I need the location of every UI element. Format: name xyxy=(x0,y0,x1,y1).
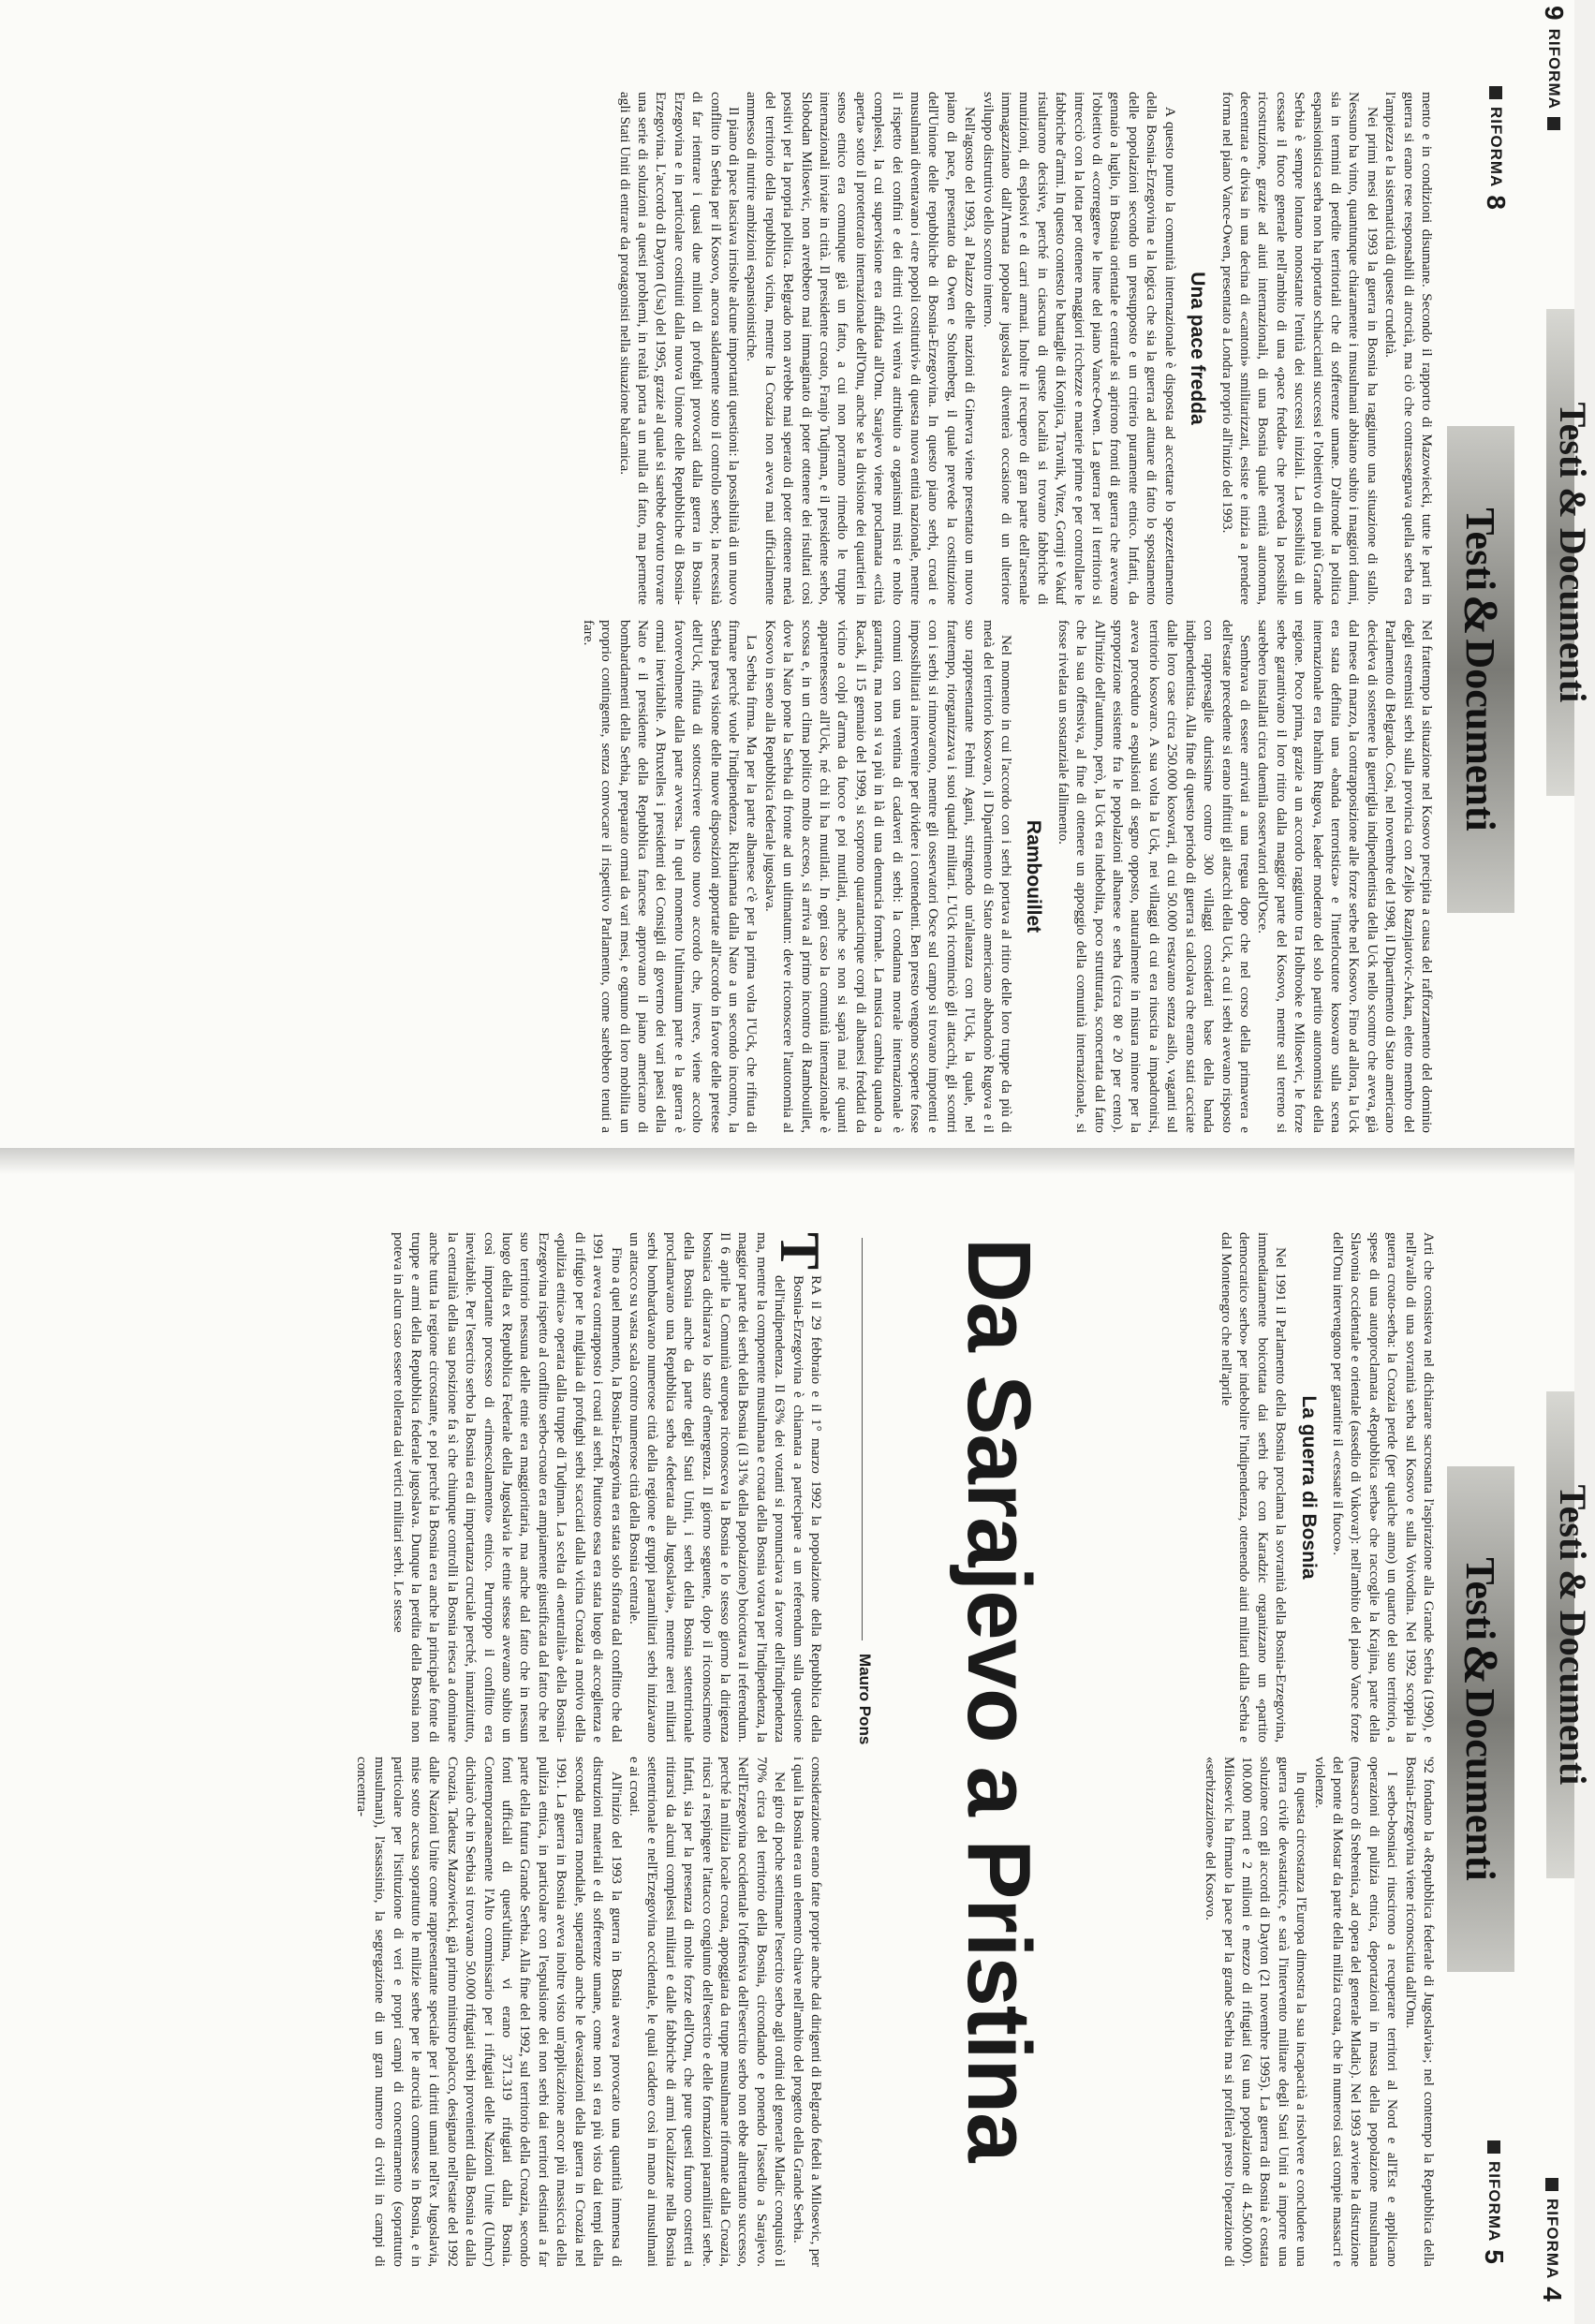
author-byline: Mauro Pons xyxy=(856,1654,874,1745)
article-column-2 xyxy=(31,620,1436,1133)
lead-text: RA il 29 febbraio e il 1° marzo 1992 la popolazione della Repubblica della Bosnia-Erzegovina è chiamata a partecipare a un referendum sulla questione dell'indipendenza. Il 63% dei votanti si pronunciava a favore dell'indipendenza ma, mentre la componente musulmana e croata della Bosnia votava per l'indipendenza, la maggior parte dei serbi della Bosnia (il 31% della popolazione) boicottava il referendum. Il 6 aprile la Comunità europea riconosceva la Bosnia e lo stesso giorno la dirigenza bosniaca dichiarava lo stato d'emergenza. Il giorno seguente, dopo il riconoscimento della Bosnia anche da parte degli Stati Uniti, i serbi della Bosnia settentrionale proclamavano una Repubblica serba «federata alla Jugoslavia», mentre aerei militari serbi bombardavano numerose città della regione e gruppi paramilitari serbi iniziavano un attacco su vasta scala contro numerose città della Bosnia centrale. xyxy=(626,1232,824,1743)
prev-banner-amp: & xyxy=(1552,487,1594,519)
drop-cap: T xyxy=(769,1232,831,1271)
prev-banner-word1: Testi xyxy=(1552,1484,1594,1561)
previous-banner-strip xyxy=(1546,309,1594,796)
paragraph: Arti che consisteva nel dichiarare sacrosanta l'aspirazione alla Grande Serbia (1990), e nell'avallo di una sovranità serba sul Kosovo e sulla Voivodina. Nel 1992 scoppia la guerra croato-serba: la Croazia perde (per qualche anno) un quarto del suo territorio, a spese di una autoproclamata «Repubblica serba» che raccoglie la Krajina, parte della Slavonia occidentale e orientale (assedio di Vukovar): nell'ambito del piano Vance forze dell'Onu intervengono per garantire il «cessate il fuoco». xyxy=(1329,1232,1437,1743)
article-column-1 xyxy=(20,1232,831,1743)
prev-banner-amp: & xyxy=(1552,1569,1594,1601)
folio-title: RIFORMA xyxy=(1487,107,1505,188)
paragraph: In questa circostanza l'Europa dimostra la sua incapacità a risolvere e concludere una guerra civile devastatrice, e sarà l'intervento militare degli Stati Uniti a imporre una soluzione con gli accordi di Dayton (21 novembre 1995). La guerra di Bosnia è costata 100.000 morti e 2 milioni e mezzo di rifugiati (su una popolazione di 4.500.000). Milosevic ha firmato la pace per la grande Serbia ma si profilerà presto l'operazione di «serbizzazione» del Kosovo. xyxy=(1203,1757,1310,2267)
paragraph: La Serbia firma. Ma per la parte albanese c'è per la prima volta l'Uck, che rifiuta di firmare perché vuole l'indipendenza. Richiamata dalla Nato a un secondo incontro, la Serbia presa visione delle nuove disposizioni apportate all'accordo in favore delle pretese dell'Uck, rifiuta di sottoscrivere questo nuovo accordo che, invece, viene accolto favorevolmente dalla parte avversa. In quel momento l'ultimatum parte e la guerra è ormai inevitabile. A Bruxelles i presidenti dei Consigli di governo dei vari paesi della Nato e il presidente della Repubblica francese approvano il piano americano di bombardamenti della Serbia, preparato ormai da vari mesi, e ognuno di loro mobilita un proprio contingente, senza convocare il rispettivo Parlamento, come sarebbero tenuti a fare. xyxy=(580,620,761,1133)
paragraph: Nei primi mesi del 1993 la guerra in Bosnia ha raggiunto una situazione di stallo. Nessuno ha vinto, quantunque chiaramente i musulmani abbiano subito i maggiori danni, sia in termini di perdite territoriali che di sofferenze umane. D'altronde la politica espansionistica serba non ha riportato schiaccianti successi e l'obiettivo di una più Grande Serbia è sempre lontano nonostante l'entità dei successi iniziali. La possibilità di un cessate il fuoco generale nell'ambito di una «pace fredda» che preveda la possibile ricostruzione, grazie ad aiuti internazionali, di una Bosnia quale entità autonoma, decentrata e divisa in una decina di «cantoni» smilitarizzati, esiste e inizia a prendere forma nel piano Vance-Owen, presentato a Londra proprio all'inizio del 1993. xyxy=(1218,92,1381,605)
paragraph: Nel 1991 il Parlamento della Bosnia proclama la sovranità della Bosnia-Erzegovina, immediatamente boicottata dai serbi che con Karadzic organizzano un «partito democratico serbo» per indebolire l'indipendenza, ottenendo aiuti militari dalla Serbia e dal Montenegro che nell'aprile xyxy=(1218,1232,1290,1743)
paragraph: All'inizio del 1993 la guerra in Bosnia aveva provocato una quantità immensa di distruzioni materiali e di sofferenze umane, come non si era più visto dai tempi della seconda guerra mondiale, superando anche le devastazioni della guerra in Croazia nel 1991. La guerra in Bosnia aveva inoltre visto un'applicazione ancor più massiccia della pulizia etnica, in particolare con l'espulsione dei non serbi dai territori destinati a far parte della futura Grande Serbia. Alla fine del 1992, sul territorio della Croazia, secondo fonti ufficiali di quest'ultima, vi erano 371.319 rifugiati dalla Bosnia. Contemporaneamente l'Alto commissario per i rifugiati delle Nazioni Unite (Unhcr) dichiarò che in Serbia si trovavano 50.000 rifugiati serbi provenienti dalla Bosnia e dalla Croazia. Tadeusz Mazowiecki, già primo ministro polacco, designato nell'estate del 1992 dalle Nazioni Unite come rappresentante speciale per i diritti umani nell'ex Jugoslavia, mise sotto accusa soprattutto le milizie serbe per le atrocità commesse in Bosnia, e in particolare per l'istituzione di veri e propri campi di concentramento (soprattutto musulmani), l'assassinio, la segregazione di un gran numero di civili in campi di concentra- xyxy=(353,1757,625,2267)
folio-square-icon xyxy=(1547,117,1560,130)
folio-square-icon xyxy=(1545,2178,1558,2191)
prev-banner-word2: Documenti xyxy=(1552,1610,1594,1786)
previous-folio xyxy=(1539,6,1569,130)
paragraph: Nel frattempo la situazione nel Kosovo precipita a causa del rafforzamento del dominio degli estremisti serbi sulla provincia con Zeljko Raznjatovic-Arkan, eletto membro del Parlamento di Belgrado. Così, nel novembre del 1998, il Dipartimento di Stato americano decideva di sostenere la guerriglia indipendentista della Uck nello scontro che aveva, già dal mese di marzo, la contrapposizione alle forze serbe nel Kosovo. Fino ad allora, la Uck era stata definita una «banda terroristica» e l'interlocutore kosovaro sulla scena internazionale era Ibrahim Rugova, leader moderato del solo partito autonomista della regione. Poco prima, grazie a un accordo raggiunto tra Holbrooke e Milosevic, le forze serbe garantivano il loro ritiro dalla maggior parte del Kosovo, mentre sul terreno si sarebbero installati circa duemila osservatori dell'Osce. xyxy=(1255,620,1435,1133)
banner-word1: Testi xyxy=(1457,1557,1504,1641)
section-heading: Una pace fredda xyxy=(1187,272,1209,425)
paragraph: I serbo-bosniaci riuscirono a recuperare territori al Nord e all'Est e applicano operazioni di pulizia etnica, deportazioni in massa della popolazione musulmana (massacro di Srebrenica, ad opera del generale Mladic). Nel 1993 avviene la distruzione del ponte di Mostar da parte della milizia croata, che in numerosi casi compie massacri e violenze. xyxy=(1311,1757,1401,2267)
paragraph: Nel momento in cui l'accordo con i serbi portava al ritiro delle loro truppe da più di metà del territorio kosovaro, il Dipartimento di Stato americano abbandonò Rugova e il suo rappresentante Fehmi Agani, stringendo un'alleanza con l'Uck, la quale, nel frattempo, riorganizzava i suoi quadri militari. L'Uck ricominciò gli attacchi, gli scontri con i serbi si rinnovarono, mentre gli osservatori Osce sul campo si trovano impotenti e impossibilitati a intervenire per dividere i contendenti. Ben presto vengono scoperte fosse comuni con una ventina di cadaveri di serbi: la condanna morale internazionale è garantita, ma non si va più in là di una denuncia formale. La musica cambia quando a Racak, il 15 gennaio del 1999, si scoprono quarantacinque corpi di albanesi freddati da vicino a colpi d'arma da fuoco e poi mutilati, anche se non si saprà mai né quanti appartenessero all'Uck, né chi li ha mutilati. In ogni caso la comunità internazionale è scossa e, in un clima politico molto acceso, si arriva al primo incontro di Rambouillet, dove la Nato pone la Serbia di fronte ad un ultimatum: deve riconoscere l'autonomia al Kosovo in seno alla Repubblica federale jugoslava. xyxy=(761,620,1015,1133)
paragraph: mento e in condizioni disumane. Secondo il rapporto di Mazowiecki, tutte le parti in guerra si erano rese responsabili di atrocità, ma ciò che contrassegnava quella serba era l'ampiezza e la sistematicità di queste crudeltà. xyxy=(1382,92,1435,605)
banner-ampersand: & xyxy=(1454,595,1508,636)
banner-ampersand: & xyxy=(1454,1644,1508,1685)
headline: Da Sarajevo a Pristina xyxy=(949,1238,1049,2162)
paragraph: Nell'agosto del 1993, al Palazzo delle nazioni di Ginevra viene presentato un nuovo piano di pace, presentato da Owen e Stoltenberg, il quale prevede la costituzione dell'Unione delle repubbliche di Bosnia-Erzegovina. In questo piano serbi, croati e musulmani diventavano i «tre popoli costitutivi» di questa nuova entità nazionale, mentre il rispetto dei confini e dei diritti civili veniva attribuito a organismi misti e molto complessi, la cui supervisione era affidata all'Onu. Sarajevo viene proclamata «città aperta» sotto il protettorato internazionale dell'Onu, anche se la divisione dei quartieri in senso etnico era comunque già un fatto, a cui non porranno rimedio le truppe internazionali inviate in città. Il presidente croato, Franjo Tudjman, e il presidente serbo, Slobodan Milosevic, non avrebbero mai immaginato di poter ottenere dei risultati così positivi per la propria politica. Belgrado non avrebbe mai sperato di poter ottenere metà del territorio della repubblica vicina, mentre la Croazia non aveva mai ufficialmente ammesso di nutrire ambizioni espansionistiche. xyxy=(744,92,979,605)
prev-banner-word1: Testi xyxy=(1552,402,1594,478)
paragraph: considerazione erano fatte proprie anche dai dirigenti di Belgrado fedeli a Milosevic, per i quali la Bosnia era un elemento chiave nell'ambito del progetto della Grande Serbia. xyxy=(790,1757,824,2267)
section-heading: La guerra di Bosnia xyxy=(1297,1395,1320,1580)
page-folio xyxy=(1479,2140,1509,2265)
folio-number: 5 xyxy=(1480,2249,1509,2265)
section-banner xyxy=(1447,1466,1514,1972)
rule xyxy=(862,1238,863,1640)
previous-banner-strip xyxy=(1546,1391,1594,1878)
intro-column-1 xyxy=(1082,1232,1438,1743)
banner-word2: Documenti xyxy=(1457,639,1504,831)
page-8 xyxy=(0,0,1594,1149)
prev-folio-number: 9 xyxy=(1540,6,1569,22)
section-banner xyxy=(1447,426,1514,913)
prev-folio-title: RIFORMA xyxy=(1543,2199,1561,2280)
article-column-2 xyxy=(20,1757,825,2267)
banner-word2: Documenti xyxy=(1457,1688,1504,1881)
prev-banner-word2: Documenti xyxy=(1552,527,1594,703)
prev-folio-title: RIFORMA xyxy=(1545,28,1563,110)
previous-folio xyxy=(1537,2178,1567,2302)
page-5 xyxy=(0,1148,1594,2324)
folio-square-icon xyxy=(1489,86,1502,99)
folio-number: 8 xyxy=(1482,195,1511,211)
section-heading: Rambouillet xyxy=(1023,819,1045,934)
page-folio xyxy=(1481,86,1511,211)
paragraph: '92 fondano la «Repubblica federale di Jugoslavia»; nel contempo la Repubblica della Bosnia-Erzegovina viene riconosciuta dall'Onu. xyxy=(1402,1757,1437,2267)
paragraph: Fino a quel momento, la Bosnia-Erzegovina era stata solo sfiorata dal conflitto che dal 1991 aveva contrapposto i croati ai serbi. Piuttosto essa era stata luogo di accoglienza e di rifugio per le migliaia di profughi serbi scacciati dalla vicina Croazia a motivo della «pulizia etnica» operata dalla truppe di Tudjman. La scelta di «neutralità» della Bosnia-Erzegovina rispetto al conflitto serbo-croato era ampiamente giustificata dal fatto che nel suo territorio nessuna delle etnie era maggioritaria, ma anche dal fatto che in nessun luogo della ex Repubblica Federale della Jugoslavia le etnie stesse avevano subito un così importante processo di «rimescolamento» etnico. Purtroppo il conflitto era inevitabile. Per l'esercito serbo la Bosnia era di importanza cruciale perché, innanzitutto, la centralità della sua posizione fa sì che chiunque controlli la Bosnia riesca a dominare anche tutta la regione circostante, e poi perché la Bosnia era anche la principale fonte di truppe e armi della Repubblica federale jugoslava. Dunque la perdita della Bosnia non poteva in alcun caso essere tollerata dai vertici militari serbi. Le stesse xyxy=(390,1232,625,1743)
paragraph: Sembrava di essere arrivati a una tregua dopo che nel corso della primavera e dell'estate precedente si erano infittiti gli attacchi della Uck, a cui i serbi avevano risposto con rappresaglie durissime contro 300 villaggi considerati base della banda indipendentista. Alla fine di questo periodo di guerra si calcolava che erano stati cacciate dalle loro case circa 250.000 kosovari, di cui 50.000 restavano senza asilo, vaganti sul territorio kosovaro. A sua volta la Uck, nei villaggi di cui era riuscita a impadronirsi, aveva proceduto a espulsioni di segno opposto, naturalmente in misura minore per la sproporzione esistente fra le popolazioni albanese e serba (circa 80 e 20 per cento). All'inizio dell'autunno, però, la Uck era indebolita, poco strutturata, sconcertata dal fatto che la sua offensiva, al fine di ottenere un appoggio della comunità internazionale, si fosse rivelata un sostanziale fallimento. xyxy=(1055,620,1253,1133)
folio-title: RIFORMA xyxy=(1485,2161,1503,2243)
folio-square-icon xyxy=(1487,2140,1500,2154)
article-column-1 xyxy=(31,92,1436,605)
banner-word1: Testi xyxy=(1457,507,1504,592)
paragraph: Il piano di pace lasciava irrisolte alcune importanti questioni: la possibilità di un nuovo conflitto in Serbia per il Kosovo, ancora saldamente sotto il controllo serbo; la necessità di far rientrare i quasi due milioni di profughi provocati dalla guerra in Bosnia-Erzegovina e in particolare costituiti dalla nuova Unione delle Repubbliche di Bosnia-Erzegovina. L'accordo di Dayton (Usa) del 1995, grazie al quale si sarebbe dovuto trovare una serie di soluzioni a questi problemi, in realtà porta a un nulla di fatto, ma permette agli Stati Uniti di entrare da protagonisti nella situazione balcanica. xyxy=(616,92,742,606)
intro-column-2 xyxy=(1082,1757,1438,2267)
prev-folio-number: 4 xyxy=(1538,2287,1567,2302)
paragraph: Nel giro di poche settimane l'esercito serbo agli ordini del generale Mladic conquistò il 70% circa del territorio della Bosnia, circondando e ponendo l'assedio a Sarajevo. Nell'Erzegovina occidentale l'offensiva dell'esercito serbo non ebbe altrettanto successo, perché la milizia locale croata, appoggiata da truppe musulmane riformate dalla Croazia, riuscì a respingere l'attacco congiunto dell'esercito e delle formazioni paramilitari serbe. Infatti, sia per la presenza di molte forze dell'Onu, che pure questi furono costretti a ritirarsi da alcuni complessi militari e dalle fabbriche di armi localizzate nella Bosnia settentrionale e nell'Erzegovina occidentale, le quali caddero così in mano ai musulmani e ai croati. xyxy=(626,1757,789,2267)
paragraph: A questo punto la comunità internazionale è disposta ad accettare lo spezzettamento della Bosnia-Erzegovina e la logica che sia la guerra ad attuare di fatto lo spostamento delle popolazioni secondo un presupposto e un criterio puramente etnico. Infatti, da gennaio a luglio, in Bosnia orientale e centrale si aprirono fronti di guerra che avevano l'obiettivo di «correggere» le linee del piano Vance-Owen. La guerra per il territorio si intrecciò con la lotta per ottenere maggiori ricchezze e materie prime e per controllare le fabbriche d'armi. In questo contesto le battaglie di Konjica, Travnik, Vitez, Gornji e Vakuf risultarono decisive, perché in ciascuna di queste località si trovano fabbriche di munizioni, di esplosivi e di carri armati. Inoltre il recupero di gran parte dell'arsenale immagazzinato dall'Armata popolare jugoslava diventerà occasione di un ulteriore sviluppo distruttivo dello scontro interno. xyxy=(980,92,1178,605)
lead-paragraph xyxy=(626,1232,831,1743)
spine-shadow xyxy=(0,1148,1574,1174)
